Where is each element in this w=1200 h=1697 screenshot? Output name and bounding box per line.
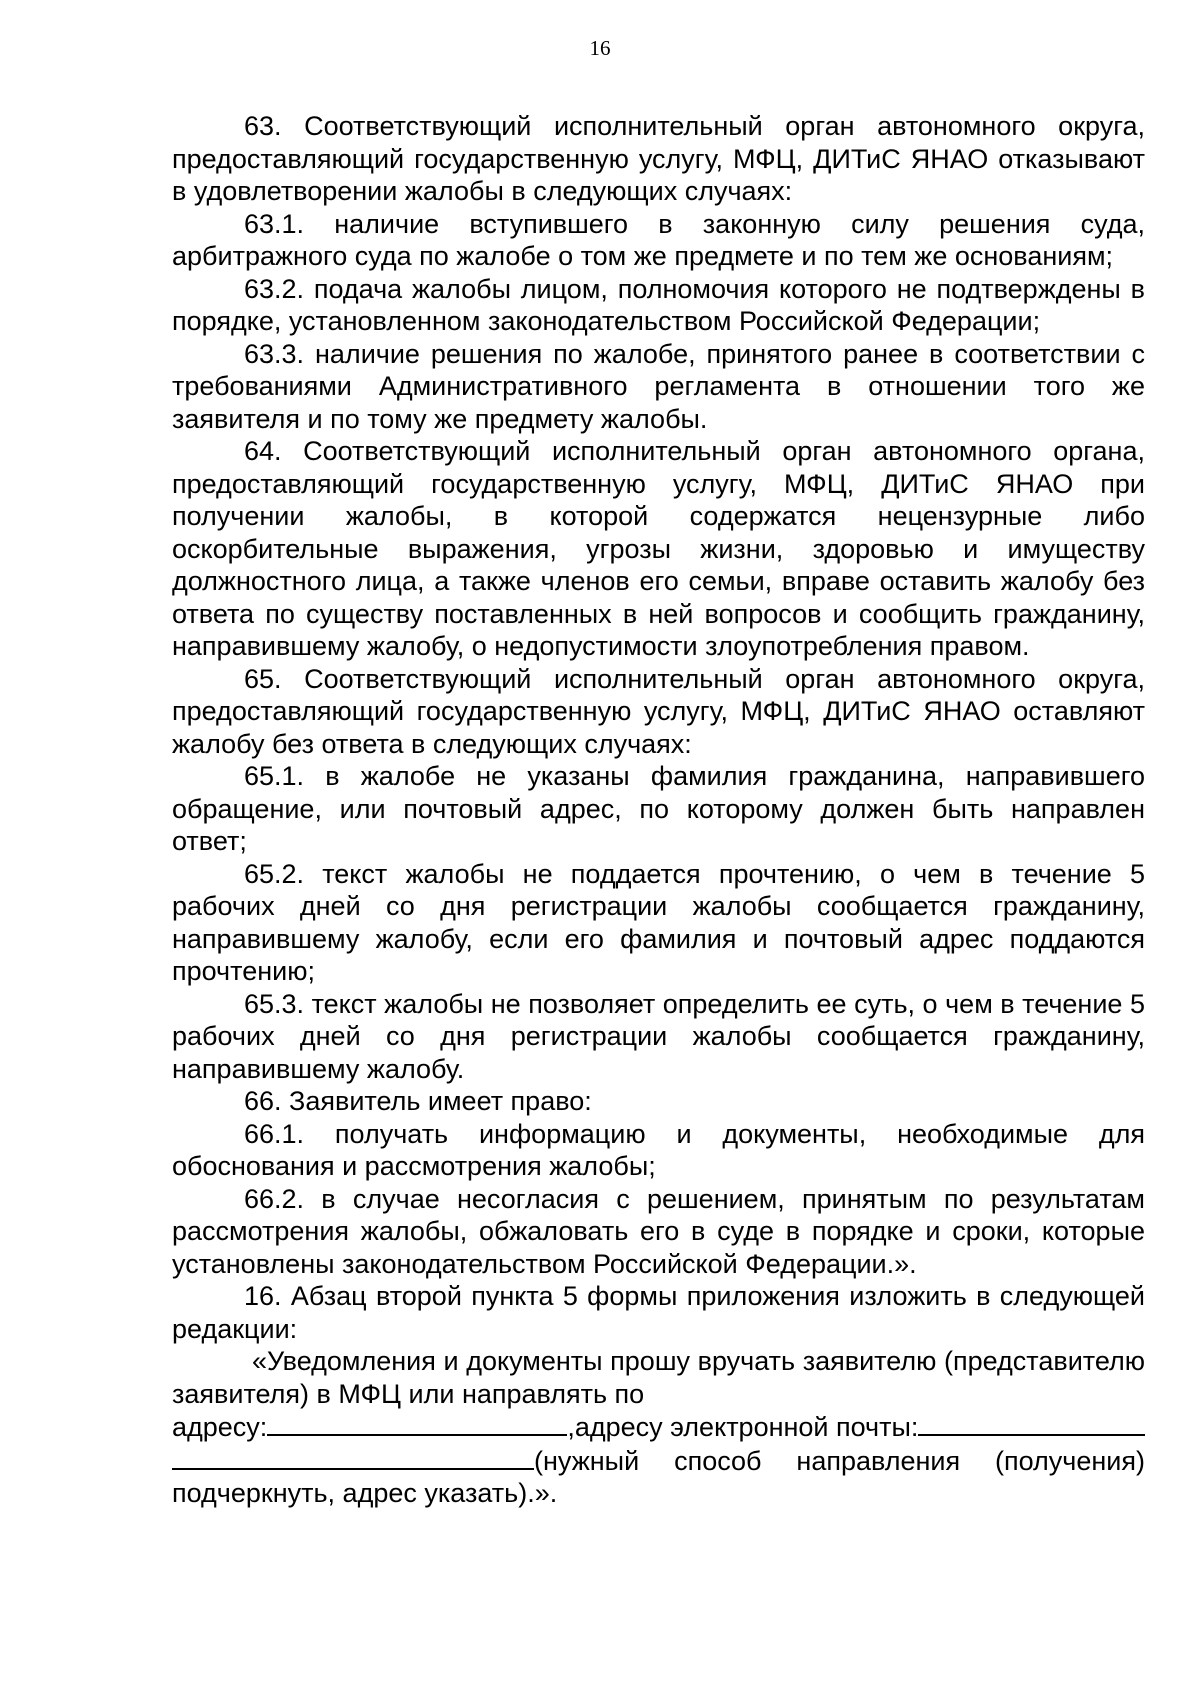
paragraph-63-1: 63.1. наличие вступившего в законную силу решения суда, арбитражного суда по жалобе о том же предмете и по тем же основаниям;	[172, 208, 1145, 271]
paragraph-65: 65. Соответствующий исполнительный орган автономного округа, предоставляющий государственную услугу, МФЦ, ДИТиС ЯНАО оставляют жалобу без ответа в следующих случаях:	[172, 663, 1145, 759]
document-body	[172, 110, 1145, 1510]
paragraph-63-3: 63.3. наличие решения по жалобе, принятого ранее в соответствии с требованиями Административного регламента в отношении того же заявителя и по тому же предмету жалобы.	[172, 338, 1145, 434]
email-label: ,адресу электронной почты:	[567, 1412, 919, 1442]
page-number: 16	[589, 36, 611, 60]
address-label: адресу:	[172, 1412, 268, 1442]
address-blank	[267, 1410, 567, 1436]
form-first-line: «Уведомления и документы прошу вручать заявителю (представителю заявителя) в МФЦ или направлять по	[172, 1346, 1145, 1409]
method-note: (нужный способ направления (получения)	[534, 1445, 1145, 1476]
paragraph-66-1: 66.1. получать информацию и документы, необходимые для обоснования и рассмотрения жалобы;	[172, 1118, 1145, 1181]
paragraph-66-2: 66.2. в случае несогласия с решением, принятым по результатам рассмотрения жалобы, обжаловать его в суде в порядке и сроки, которые установлены законодательством Российской Федерации.».	[172, 1183, 1145, 1279]
email-blank	[918, 1410, 1145, 1436]
form-text	[172, 1345, 1145, 1510]
paragraph-16: 16. Абзац второй пункта 5 формы приложения изложить в следующей редакции:	[172, 1281, 1145, 1344]
paragraph-65-1: 65.1. в жалобе не указаны фамилия гражданина, направившего обращение, или почтовый адрес, по которому должен быть направлен ответ;	[172, 761, 1145, 856]
form-last-line: подчеркнуть, адрес указать).».	[172, 1478, 558, 1508]
paragraph-66: 66. Заявитель имеет право:	[244, 1086, 592, 1116]
address-line	[172, 1410, 1145, 1444]
paragraph-64: 64. Соответствующий исполнительный орган автономного органа, предоставляющий государственную услугу, МФЦ, ДИТиС ЯНАО при получении жалобы, в которой содержатся нецензурные либо оскорбительные выражения, угрозы жизни, здоровью и имуществу должностного лица, а также членов его семьи, вправе оставить жалобу без ответа по существу поставленных в ней вопросов и сообщить гражданину, направившему жалобу, о недопустимости злоупотребления правом.	[172, 436, 1145, 661]
paragraph-63-2: 63.2. подача жалобы лицом, полномочия которого не подтверждены в порядке, установленном законодательством Российской Федерации;	[172, 273, 1145, 336]
paragraph-63: 63. Соответствующий исполнительный орган автономного округа, предоставляющий государственную услугу, МФЦ, ДИТиС ЯНАО отказывают в удовлетворении жалобы в следующих случаях:	[172, 111, 1145, 206]
method-line	[172, 1444, 1145, 1478]
paragraph-65-3: 65.3. текст жалобы не позволяет определить ее суть, о чем в течение 5 рабочих дней со дня регистрации жалобы сообщается гражданину, направившему жалобу.	[172, 988, 1145, 1084]
method-blank	[172, 1444, 534, 1470]
paragraph-65-2: 65.2. текст жалобы не поддается прочтению, о чем в течение 5 рабочих дней со дня регистрации жалобы сообщается гражданину, направившему жалобу, если его фамилия и почтовый адрес поддаются прочтению;	[172, 858, 1145, 986]
